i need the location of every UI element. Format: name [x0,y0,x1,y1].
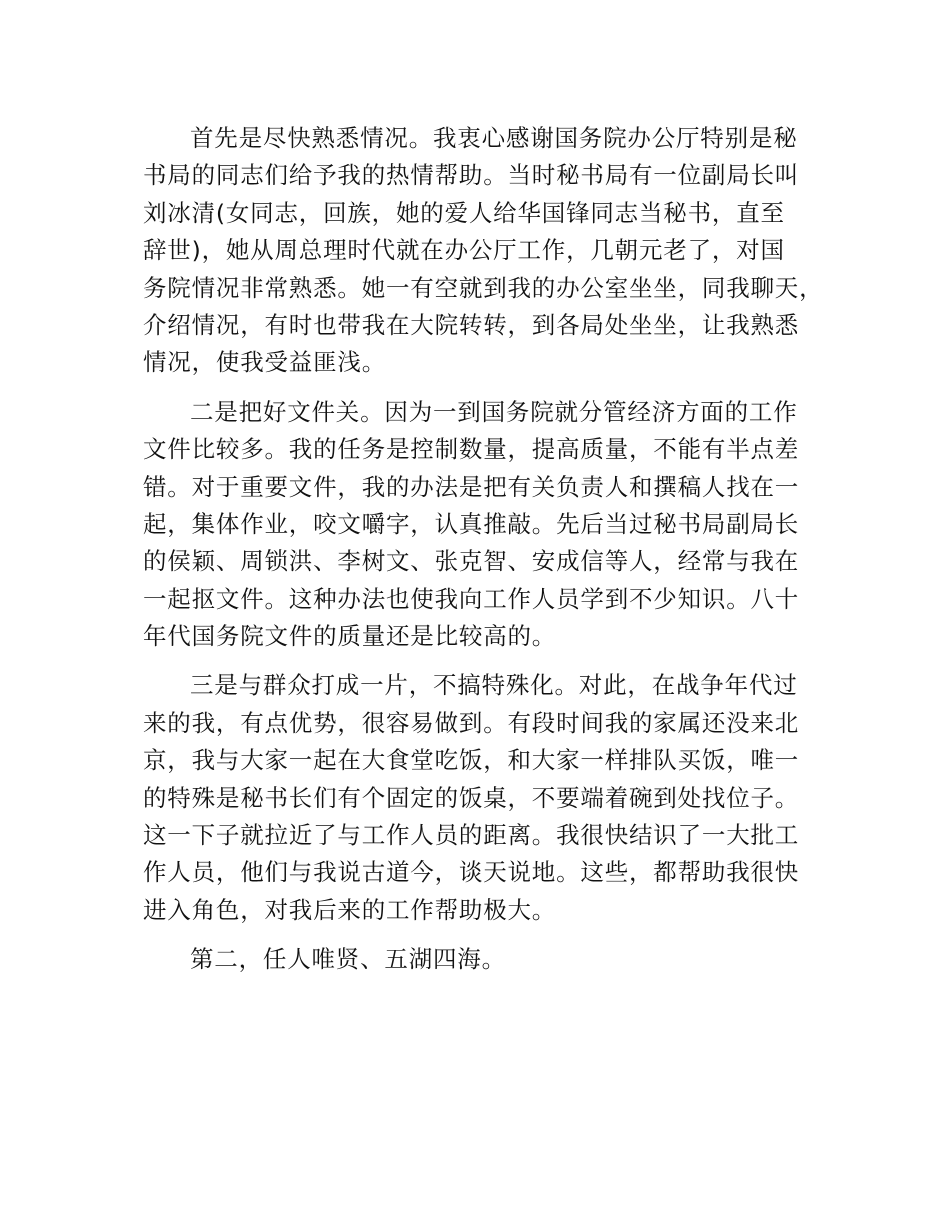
text-line: 进入角色，对我后来的工作帮助极大。 [143,895,557,924]
text-line: 刘冰清(女同志，回族，她的爱人给华国锋同志当秘书，直至 [143,198,785,227]
text-line: 来的我，有点优势，很容易做到。有段时间我的家属还没来北 [143,708,800,737]
text-line: 首先是尽快熟悉情况。我衷心感谢国务院办公厅特别是秘 [190,124,798,152]
text-line: 年代国务院文件的质量还是比较高的。 [143,622,557,651]
text-line: 的侯颖、周锁洪、李树文、张克智、安成信等人，经常与我在 [143,547,800,576]
text-line: 文件比较多。我的任务是控制数量，提高质量，不能有半点差 [143,435,800,464]
text-line: 一起抠文件。这种办法也使我向工作人员学到不少知识。八十 [143,584,800,613]
text-line: 二是把好文件关。因为一到国务院就分管经济方面的工作 [190,397,798,426]
text-line: 介绍情况，有时也带我在大院转转，到各局处坐坐，让我熟悉 [143,310,800,339]
text-line: 起，集体作业，咬文嚼字，认真推敲。先后当过秘书局副局长 [143,509,800,538]
text-line: 三是与群众打成一片，不搞特殊化。对此，在战争年代过 [190,671,798,700]
paragraph-section-heading [143,941,843,978]
text-line: 作人员，他们与我说古道今，谈天说地。这些，都帮助我很快 [143,858,800,887]
document-body [143,120,843,991]
text-line: 第二，任人唯贤、五湖四海。 [190,945,506,974]
paragraph-masses [143,667,843,929]
text-line: 辞世)，她从周总理时代就在办公厅工作，几朝元老了，对国 [143,236,785,265]
text-line: 这一下子就拉近了与工作人员的距离。我很快结识了一大批工 [143,821,800,850]
paragraph-documents [143,394,843,656]
text-line: 错。对于重要文件，我的办法是把有关负责人和撰稿人找在一 [143,472,800,501]
text-line: 务院情况非常熟悉。她一有空就到我的办公室坐坐，同我聊天， [143,273,824,302]
text-line: 书局的同志们给予我的热情帮助。当时秘书局有一位副局长叫 [143,161,800,190]
text-line: 的特殊是秘书长们有个固定的饭桌，不要端着碗到处找位子。 [143,783,800,812]
text-line: 京，我与大家一起在大食堂吃饭，和大家一样排队买饭，唯一 [143,746,800,775]
text-line: 情况，使我受益匪浅。 [143,348,386,377]
paragraph-familiarize [143,120,843,382]
